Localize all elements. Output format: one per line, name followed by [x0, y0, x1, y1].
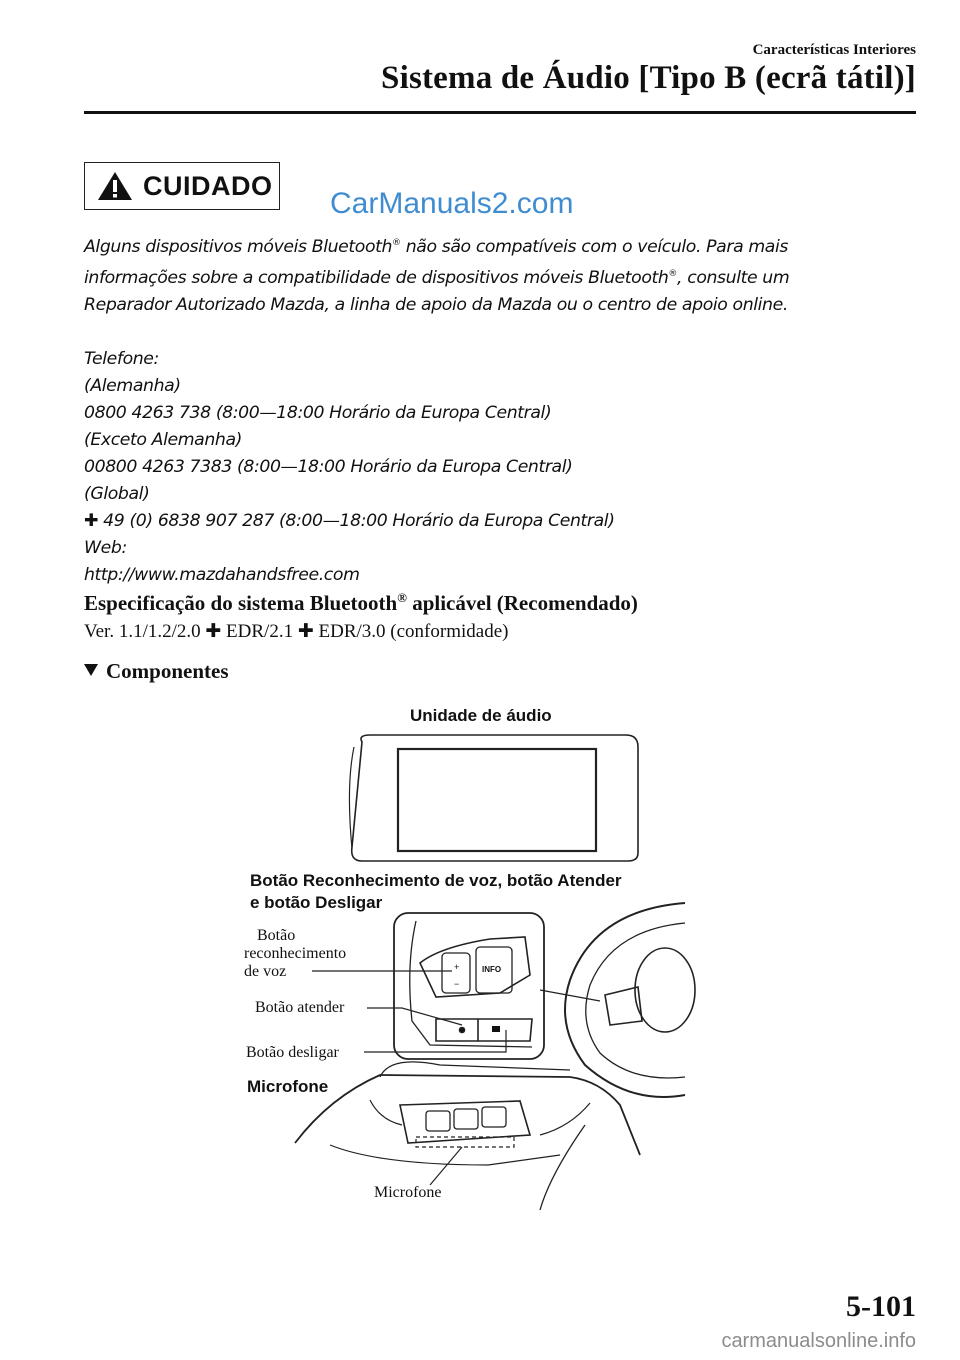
contact-line: Web:: [84, 537, 127, 558]
watermark-logo: CarManuals2.com: [330, 187, 574, 220]
hangup-button-label: Botão desligar: [246, 1044, 339, 1061]
contact-line: (Alemanha): [84, 375, 181, 396]
header-rule: [84, 111, 916, 114]
triangle-bullet-icon: [84, 664, 98, 676]
caution-label: CUIDADO: [143, 170, 273, 201]
caution-text: [84, 230, 874, 589]
page-title: Sistema de Áudio [Tipo B (ecrã tátil)]: [381, 60, 916, 96]
contact-line: Telefone:: [84, 348, 159, 369]
svg-text:−: −: [454, 979, 460, 989]
section-header: Características Interiores: [752, 42, 916, 58]
page-number: 5-101: [846, 1290, 916, 1323]
caution-box: [84, 162, 280, 210]
steering-switch-detail: [394, 913, 544, 1059]
steering-wheel-drawing: [540, 903, 695, 1097]
microphone-heading: Microfone: [247, 1077, 329, 1096]
answer-callout-line: [367, 1008, 462, 1025]
contact-link[interactable]: http://www.mazdahandsfree.com: [84, 564, 360, 585]
spec-heading: Especificação do sistema Bluetooth® aplicável (Recomendado): [84, 590, 638, 615]
components-heading: Componentes: [84, 659, 229, 684]
overhead-console-drawing: [295, 1062, 640, 1210]
contact-line: (Global): [84, 483, 150, 504]
components-illustration: [240, 706, 700, 1215]
contact-list: [84, 346, 874, 589]
contact-line: 0800 4263 738 (8:00—18:00 Horário da Europa Central): [84, 402, 552, 423]
info-button-text: INFO: [482, 965, 502, 974]
microphone-callout-line: [430, 1147, 462, 1185]
spec-version: Ver. 1.1/1.2/2.0 ✚ EDR/2.1 ✚ EDR/3.0 (conformidade): [84, 621, 509, 642]
contact-line: (Exceto Alemanha): [84, 429, 242, 450]
audio-unit-label: Unidade de áudio: [410, 706, 552, 725]
steering-buttons-label: e botão Desligar: [250, 893, 383, 912]
audio-unit-drawing: [349, 735, 638, 861]
voice-button-label: Botão: [257, 927, 296, 944]
steering-buttons-label: Botão Reconhecimento de voz, botão Atender: [250, 871, 622, 890]
microphone-callout-label: Microfone: [374, 1184, 442, 1201]
voice-button-label: reconhecimento: [244, 945, 347, 962]
svg-text:+: +: [454, 962, 460, 972]
caution-paragraph: Alguns dispositivos móveis Bluetooth® não são compatíveis com o veículo. Para mais informações sobre a compatibilidade de dispositivos móveis Bluetooth®, consulte um Reparador Autorizado Mazda, a linha de apoio da Mazda ou o centro de apoio online.: [84, 236, 790, 315]
contact-line: 00800 4263 7383 (8:00—18:00 Horário da Europa Central): [84, 456, 573, 477]
warning-icon: [97, 171, 133, 201]
answer-button-label: Botão atender: [255, 999, 345, 1016]
footer-watermark: carmanualsonline.info: [721, 1330, 916, 1352]
contact-line: ✚ 49 (0) 6838 907 287 (8:00—18:00 Horário da Europa Central): [84, 510, 615, 531]
voice-button-label: de voz: [244, 963, 287, 980]
